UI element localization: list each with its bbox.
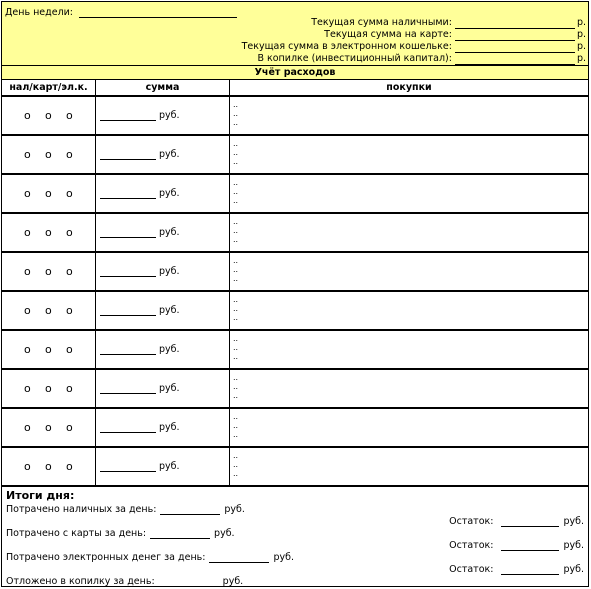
payment-type-cell bbox=[2, 214, 96, 251]
amount-input-line[interactable] bbox=[100, 461, 156, 472]
amount-input-line[interactable] bbox=[100, 422, 156, 433]
payment-type-cell bbox=[2, 292, 96, 329]
day-of-week-field bbox=[5, 7, 237, 18]
purchase-marker: .. bbox=[233, 196, 239, 205]
purchase-marker: .. bbox=[233, 373, 239, 382]
purchase-list-markers bbox=[233, 100, 238, 127]
cash-spent-unit: руб. bbox=[224, 504, 245, 515]
purchase-list-markers bbox=[233, 412, 238, 439]
cash-spent-line bbox=[6, 504, 245, 515]
purchase-marker: .. bbox=[233, 109, 239, 118]
purchases-cell[interactable] bbox=[230, 331, 588, 368]
ewallet-option[interactable]: o bbox=[66, 226, 73, 239]
expense-row bbox=[2, 97, 588, 136]
ewallet-remainder-label: Остаток: bbox=[449, 564, 494, 575]
expense-row bbox=[2, 448, 588, 487]
amount-unit: руб. bbox=[159, 188, 180, 199]
purchase-marker: .. bbox=[233, 100, 239, 109]
cash-option[interactable]: o bbox=[24, 382, 31, 395]
amount-field bbox=[100, 461, 180, 472]
purchases-cell[interactable] bbox=[230, 214, 588, 251]
purchase-marker: .. bbox=[233, 343, 239, 352]
amount-cell bbox=[96, 448, 230, 485]
purchase-list-markers bbox=[233, 373, 238, 400]
purchase-marker: .. bbox=[233, 334, 239, 343]
ewallet-spent-input-line[interactable] bbox=[209, 552, 269, 563]
amount-field bbox=[100, 305, 180, 316]
amount-field bbox=[100, 344, 180, 355]
purchase-marker: .. bbox=[233, 412, 239, 421]
card-option[interactable]: o bbox=[45, 304, 52, 317]
card-option[interactable]: o bbox=[45, 226, 52, 239]
piggybank-saved-label: Отложено в копилку за день: bbox=[6, 576, 155, 587]
cash-option[interactable]: o bbox=[24, 421, 31, 434]
purchase-marker: .. bbox=[233, 295, 239, 304]
purchase-list-markers bbox=[233, 139, 238, 166]
cash-balance-input-line[interactable] bbox=[455, 18, 575, 29]
payment-type-cell bbox=[2, 136, 96, 173]
purchase-marker: .. bbox=[233, 235, 239, 244]
purchases-cell[interactable] bbox=[230, 409, 588, 446]
amount-unit: руб. bbox=[159, 266, 180, 277]
purchase-marker: .. bbox=[233, 157, 239, 166]
day-label: День недели: bbox=[5, 7, 74, 18]
piggybank-saved-line bbox=[6, 576, 243, 587]
purchase-list-markers bbox=[233, 451, 238, 478]
amount-unit: руб. bbox=[159, 110, 180, 121]
ewallet-spent-label: Потрачено электронных денег за день: bbox=[6, 552, 206, 563]
piggybank-balance-label: В копилке (инвестиционный капитал): bbox=[257, 53, 452, 64]
expense-row bbox=[2, 331, 588, 370]
purchase-marker: .. bbox=[233, 430, 239, 439]
amount-cell bbox=[96, 253, 230, 290]
card-spent-line bbox=[6, 528, 235, 539]
card-balance-label: Текущая сумма на карте: bbox=[324, 29, 452, 40]
amount-field bbox=[100, 149, 180, 160]
purchase-marker: .. bbox=[233, 226, 239, 235]
expenses-table-title: Учёт расходов bbox=[2, 66, 588, 80]
expense-row bbox=[2, 292, 588, 331]
ewallet-option[interactable]: o bbox=[66, 382, 73, 395]
amount-unit: руб. bbox=[159, 305, 180, 316]
purchase-marker: .. bbox=[233, 391, 239, 400]
amount-unit: руб. bbox=[159, 422, 180, 433]
cash-option[interactable]: o bbox=[24, 304, 31, 317]
piggybank-balance-unit: р. bbox=[576, 53, 586, 64]
purchases-cell[interactable] bbox=[230, 97, 588, 134]
card-balance-unit: р. bbox=[576, 29, 586, 40]
ewallet-option[interactable]: o bbox=[66, 421, 73, 434]
purchase-marker: .. bbox=[233, 304, 239, 313]
card-remainder-label: Остаток: bbox=[449, 540, 494, 551]
ewallet-spent-line bbox=[6, 552, 294, 563]
amount-cell bbox=[96, 136, 230, 173]
card-remainder-unit: руб. bbox=[563, 540, 584, 551]
cash-remainder-unit: руб. bbox=[563, 516, 584, 527]
purchases-cell[interactable] bbox=[230, 448, 588, 485]
payment-type-cell bbox=[2, 331, 96, 368]
payment-type-cell bbox=[2, 448, 96, 485]
amount-cell bbox=[96, 370, 230, 407]
purchase-list-markers bbox=[233, 217, 238, 244]
piggybank-saved-input-line[interactable] bbox=[159, 576, 219, 587]
expense-sheet bbox=[1, 1, 589, 587]
purchases-cell[interactable] bbox=[230, 175, 588, 212]
purchase-marker: .. bbox=[233, 274, 239, 283]
cash-option[interactable]: o bbox=[24, 148, 31, 161]
expense-row bbox=[2, 136, 588, 175]
purchase-marker: .. bbox=[233, 256, 239, 265]
card-option[interactable]: o bbox=[45, 148, 52, 161]
balance-header bbox=[2, 2, 588, 66]
purchase-list-markers bbox=[233, 178, 238, 205]
amount-field bbox=[100, 422, 180, 433]
amount-cell bbox=[96, 409, 230, 446]
cash-balance-field bbox=[311, 17, 586, 29]
card-spent-unit: руб. bbox=[214, 528, 235, 539]
purchase-marker: .. bbox=[233, 313, 239, 322]
amount-input-line[interactable] bbox=[100, 266, 156, 277]
amount-unit: руб. bbox=[159, 383, 180, 394]
amount-field bbox=[100, 383, 180, 394]
purchases-cell[interactable] bbox=[230, 136, 588, 173]
card-option[interactable]: o bbox=[45, 109, 52, 122]
ewallet-option[interactable]: o bbox=[66, 109, 73, 122]
purchases-cell[interactable] bbox=[230, 253, 588, 290]
amount-input-line[interactable] bbox=[100, 227, 156, 238]
ewallet-option[interactable]: o bbox=[66, 460, 73, 473]
amount-cell bbox=[96, 292, 230, 329]
amount-input-line[interactable] bbox=[100, 344, 156, 355]
purchase-marker: .. bbox=[233, 118, 239, 127]
amount-input-line[interactable] bbox=[100, 188, 156, 199]
amount-field bbox=[100, 110, 180, 121]
card-option[interactable]: o bbox=[45, 187, 52, 200]
expense-row bbox=[2, 370, 588, 409]
day-totals bbox=[2, 487, 588, 586]
ewallet-remainder bbox=[449, 564, 584, 575]
purchase-marker: .. bbox=[233, 265, 239, 274]
amount-unit: руб. bbox=[159, 227, 180, 238]
amount-cell bbox=[96, 214, 230, 251]
column-header-payment-type: нал/карт/эл.к. bbox=[2, 80, 96, 97]
card-remainder bbox=[449, 540, 584, 551]
ewallet-balance-field bbox=[242, 41, 586, 53]
payment-type-cell bbox=[2, 409, 96, 446]
ewallet-option[interactable]: o bbox=[66, 265, 73, 278]
ewallet-balance-unit: р. bbox=[576, 41, 586, 52]
expense-row bbox=[2, 409, 588, 448]
purchase-marker: .. bbox=[233, 148, 239, 157]
cash-balance-label: Текущая сумма наличными: bbox=[311, 17, 452, 28]
ewallet-remainder-unit: руб. bbox=[563, 564, 584, 575]
cash-option[interactable]: o bbox=[24, 265, 31, 278]
totals-title: Итоги дня: bbox=[6, 489, 75, 502]
card-option[interactable]: o bbox=[45, 421, 52, 434]
card-option[interactable]: o bbox=[45, 343, 52, 356]
card-option[interactable]: o bbox=[45, 265, 52, 278]
amount-input-line[interactable] bbox=[100, 149, 156, 160]
card-balance-field bbox=[324, 29, 586, 41]
purchases-cell[interactable] bbox=[230, 292, 588, 329]
expense-row bbox=[2, 214, 588, 253]
cash-option[interactable]: o bbox=[24, 226, 31, 239]
amount-unit: руб. bbox=[159, 344, 180, 355]
amount-cell bbox=[96, 175, 230, 212]
ewallet-balance-input-line[interactable] bbox=[455, 42, 575, 53]
purchase-marker: .. bbox=[233, 460, 239, 469]
cash-remainder-label: Остаток: bbox=[449, 516, 494, 527]
purchase-marker: .. bbox=[233, 178, 239, 187]
cash-spent-input-line[interactable] bbox=[160, 504, 220, 515]
card-option[interactable]: o bbox=[45, 382, 52, 395]
cash-option[interactable]: o bbox=[24, 343, 31, 356]
purchase-marker: .. bbox=[233, 382, 239, 391]
cash-remainder-input-line[interactable] bbox=[501, 516, 559, 527]
expense-row bbox=[2, 253, 588, 292]
piggybank-balance-input-line[interactable] bbox=[455, 54, 575, 65]
amount-input-line[interactable] bbox=[100, 383, 156, 394]
cash-option[interactable]: o bbox=[24, 460, 31, 473]
ewallet-spent-unit: руб. bbox=[273, 552, 294, 563]
piggybank-balance-field bbox=[257, 53, 586, 65]
ewallet-option[interactable]: o bbox=[66, 187, 73, 200]
amount-input-line[interactable] bbox=[100, 305, 156, 316]
purchase-marker: .. bbox=[233, 421, 239, 430]
purchase-list-markers bbox=[233, 295, 238, 322]
purchase-marker: .. bbox=[233, 469, 239, 478]
card-balance-input-line[interactable] bbox=[455, 30, 575, 41]
payment-type-cell bbox=[2, 97, 96, 134]
amount-field bbox=[100, 266, 180, 277]
card-spent-label: Потрачено с карты за день: bbox=[6, 528, 147, 539]
purchases-cell[interactable] bbox=[230, 370, 588, 407]
expense-row bbox=[2, 175, 588, 214]
amount-field bbox=[100, 188, 180, 199]
ewallet-remainder-input-line[interactable] bbox=[501, 564, 559, 575]
column-header-purchases: покупки bbox=[230, 80, 588, 97]
purchase-marker: .. bbox=[233, 139, 239, 148]
amount-cell bbox=[96, 97, 230, 134]
amount-field bbox=[100, 227, 180, 238]
cash-remainder bbox=[449, 516, 584, 527]
payment-type-cell bbox=[2, 253, 96, 290]
amount-cell bbox=[96, 331, 230, 368]
purchase-list-markers bbox=[233, 334, 238, 361]
purchase-marker: .. bbox=[233, 451, 239, 460]
ewallet-option[interactable]: o bbox=[66, 304, 73, 317]
cash-balance-unit: р. bbox=[576, 17, 586, 28]
amount-unit: руб. bbox=[159, 149, 180, 160]
amount-unit: руб. bbox=[159, 461, 180, 472]
purchase-marker: .. bbox=[233, 217, 239, 226]
payment-type-cell bbox=[2, 370, 96, 407]
piggybank-saved-unit: руб. bbox=[222, 576, 244, 587]
cash-option[interactable]: o bbox=[24, 187, 31, 200]
ewallet-balance-label: Текущая сумма в электронном кошельке: bbox=[241, 41, 452, 52]
purchase-marker: .. bbox=[233, 352, 239, 361]
purchase-list-markers bbox=[233, 256, 238, 283]
card-spent-input-line[interactable] bbox=[150, 528, 210, 539]
amount-input-line[interactable] bbox=[100, 110, 156, 121]
ewallet-option[interactable]: o bbox=[66, 343, 73, 356]
purchase-marker: .. bbox=[233, 187, 239, 196]
card-option[interactable]: o bbox=[45, 460, 52, 473]
payment-type-cell bbox=[2, 175, 96, 212]
card-remainder-input-line[interactable] bbox=[501, 540, 559, 551]
column-header-amount: сумма bbox=[96, 80, 230, 97]
day-input-line[interactable] bbox=[79, 7, 237, 18]
cash-option[interactable]: o bbox=[24, 109, 31, 122]
ewallet-option[interactable]: o bbox=[66, 148, 73, 161]
cash-spent-label: Потрачено наличных за день: bbox=[6, 504, 157, 515]
